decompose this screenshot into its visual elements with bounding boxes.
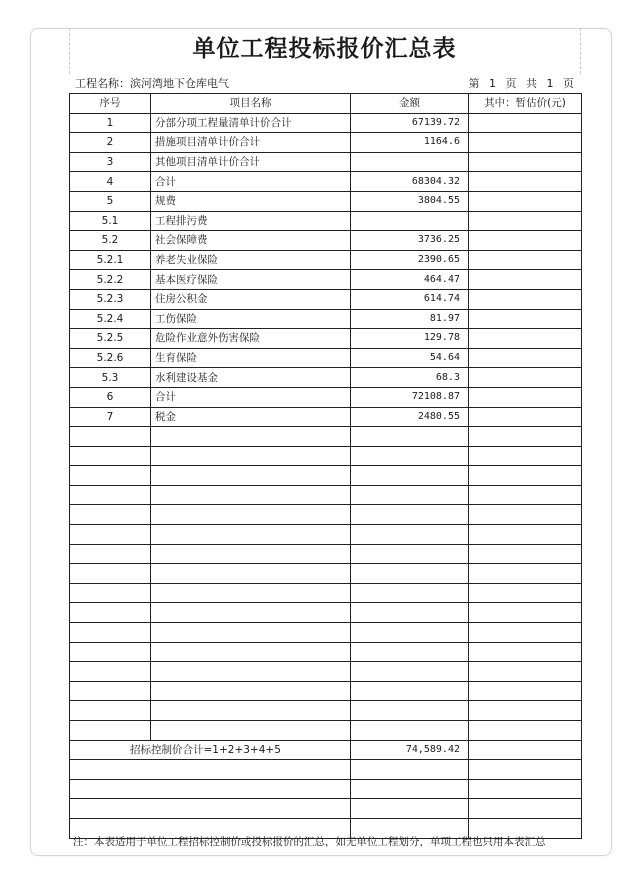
row-item-name: 住房公积金 bbox=[151, 289, 351, 309]
empty-cell bbox=[469, 466, 582, 486]
row-provisional bbox=[469, 348, 582, 368]
empty-cell bbox=[469, 583, 582, 603]
table-row bbox=[70, 407, 582, 427]
row-seq: 4 bbox=[70, 172, 151, 192]
row-amount bbox=[351, 152, 469, 172]
row-amount: 3736.25 bbox=[351, 231, 469, 251]
empty-cell bbox=[351, 603, 469, 623]
empty-cell bbox=[151, 427, 351, 447]
empty-row bbox=[70, 505, 582, 525]
row-amount: 67139.72 bbox=[351, 113, 469, 133]
empty-cell bbox=[351, 721, 469, 741]
empty-cell bbox=[151, 564, 351, 584]
header-seq: 序号 bbox=[70, 94, 151, 114]
row-seq: 3 bbox=[70, 152, 151, 172]
row-item-name: 养老失业保险 bbox=[151, 250, 351, 270]
empty-row bbox=[70, 642, 582, 662]
table-row bbox=[70, 133, 582, 153]
summary-table bbox=[69, 93, 582, 839]
row-item-name: 基本医疗保险 bbox=[151, 270, 351, 290]
empty-cell bbox=[469, 564, 582, 584]
empty-cell bbox=[70, 623, 151, 643]
row-provisional bbox=[469, 407, 582, 427]
empty-cell bbox=[469, 701, 582, 721]
header-amount: 金额 bbox=[351, 94, 469, 114]
table-row bbox=[70, 289, 582, 309]
empty-cell bbox=[151, 721, 351, 741]
row-amount: 614.74 bbox=[351, 289, 469, 309]
empty-cell bbox=[469, 525, 582, 545]
empty-cell bbox=[70, 799, 351, 819]
table-row bbox=[70, 309, 582, 329]
empty-cell bbox=[351, 681, 469, 701]
empty-cell bbox=[351, 544, 469, 564]
empty-cell bbox=[351, 642, 469, 662]
empty-cell bbox=[351, 525, 469, 545]
empty-row bbox=[70, 525, 582, 545]
table-row bbox=[70, 270, 582, 290]
empty-row bbox=[70, 760, 582, 780]
empty-cell bbox=[70, 662, 151, 682]
empty-cell bbox=[469, 779, 582, 799]
total-row bbox=[70, 740, 582, 760]
row-seq: 5.2.3 bbox=[70, 289, 151, 309]
empty-cell bbox=[70, 564, 151, 584]
row-provisional bbox=[469, 368, 582, 388]
row-item-name: 合计 bbox=[151, 172, 351, 192]
row-seq: 1 bbox=[70, 113, 151, 133]
empty-cell bbox=[70, 760, 351, 780]
empty-cell bbox=[70, 427, 151, 447]
empty-cell bbox=[151, 505, 351, 525]
row-seq: 5.2.6 bbox=[70, 348, 151, 368]
table-row bbox=[70, 250, 582, 270]
empty-cell bbox=[469, 544, 582, 564]
empty-row bbox=[70, 485, 582, 505]
row-provisional bbox=[469, 270, 582, 290]
empty-cell bbox=[351, 799, 469, 819]
empty-cell bbox=[151, 583, 351, 603]
empty-row bbox=[70, 721, 582, 741]
table-row bbox=[70, 113, 582, 133]
empty-cell bbox=[70, 701, 151, 721]
empty-cell bbox=[469, 623, 582, 643]
empty-cell bbox=[151, 485, 351, 505]
row-seq: 5.2.5 bbox=[70, 329, 151, 349]
empty-cell bbox=[151, 544, 351, 564]
empty-cell bbox=[151, 642, 351, 662]
empty-cell bbox=[70, 505, 151, 525]
meta-row bbox=[71, 75, 580, 91]
empty-cell bbox=[351, 701, 469, 721]
row-provisional bbox=[469, 309, 582, 329]
empty-cell bbox=[70, 544, 151, 564]
row-provisional bbox=[469, 152, 582, 172]
empty-cell bbox=[151, 466, 351, 486]
row-item-name: 社会保障费 bbox=[151, 231, 351, 251]
empty-cell bbox=[70, 583, 151, 603]
row-provisional bbox=[469, 211, 582, 231]
empty-cell bbox=[351, 485, 469, 505]
row-provisional bbox=[469, 231, 582, 251]
row-provisional bbox=[469, 289, 582, 309]
empty-cell bbox=[351, 779, 469, 799]
empty-cell bbox=[70, 681, 151, 701]
empty-cell bbox=[151, 446, 351, 466]
row-amount bbox=[351, 211, 469, 231]
empty-row bbox=[70, 681, 582, 701]
row-item-name: 税金 bbox=[151, 407, 351, 427]
empty-row bbox=[70, 544, 582, 564]
row-item-name: 工伤保险 bbox=[151, 309, 351, 329]
empty-row bbox=[70, 603, 582, 623]
empty-cell bbox=[70, 446, 151, 466]
row-amount: 3804.55 bbox=[351, 191, 469, 211]
row-amount: 68.3 bbox=[351, 368, 469, 388]
row-provisional bbox=[469, 113, 582, 133]
table-header-row bbox=[70, 94, 582, 114]
empty-cell bbox=[351, 427, 469, 447]
empty-cell bbox=[469, 721, 582, 741]
footnote: 注：本表适用于单位工程招标控制价或投标报价的汇总，如无单位工程划分，单项工程也只用本表汇总 bbox=[73, 836, 546, 848]
empty-cell bbox=[351, 564, 469, 584]
row-item-name: 分部分项工程量清单计价合计 bbox=[151, 113, 351, 133]
page-indicator: 第 1 页 共 1 页 bbox=[468, 77, 574, 90]
empty-cell bbox=[469, 681, 582, 701]
table-row bbox=[70, 191, 582, 211]
row-amount: 2480.55 bbox=[351, 407, 469, 427]
empty-cell bbox=[70, 485, 151, 505]
row-amount: 54.64 bbox=[351, 348, 469, 368]
empty-row bbox=[70, 427, 582, 447]
row-seq: 5.2.1 bbox=[70, 250, 151, 270]
empty-cell bbox=[469, 427, 582, 447]
row-seq: 6 bbox=[70, 387, 151, 407]
frame-guide-right bbox=[580, 28, 581, 74]
row-provisional bbox=[469, 172, 582, 192]
row-seq: 5 bbox=[70, 191, 151, 211]
row-item-name: 合计 bbox=[151, 387, 351, 407]
empty-row bbox=[70, 799, 582, 819]
page-title: 单位工程投标报价汇总表 bbox=[192, 36, 457, 62]
row-item-name: 生育保险 bbox=[151, 348, 351, 368]
row-amount: 81.97 bbox=[351, 309, 469, 329]
empty-cell bbox=[469, 642, 582, 662]
table-row bbox=[70, 172, 582, 192]
empty-cell bbox=[70, 466, 151, 486]
table-row bbox=[70, 211, 582, 231]
row-provisional bbox=[469, 329, 582, 349]
empty-cell bbox=[469, 446, 582, 466]
row-amount: 464.47 bbox=[351, 270, 469, 290]
empty-cell bbox=[70, 603, 151, 623]
empty-cell bbox=[351, 583, 469, 603]
empty-cell bbox=[151, 662, 351, 682]
row-provisional bbox=[469, 387, 582, 407]
row-seq: 5.2.2 bbox=[70, 270, 151, 290]
row-item-name: 措施项目清单计价合计 bbox=[151, 133, 351, 153]
empty-cell bbox=[70, 721, 151, 741]
empty-cell bbox=[469, 505, 582, 525]
empty-cell bbox=[351, 446, 469, 466]
total-amount: 74,589.42 bbox=[351, 740, 469, 760]
table-row bbox=[70, 348, 582, 368]
empty-row bbox=[70, 583, 582, 603]
project-name: 工程名称：滨河湾地下仓库电气 bbox=[75, 77, 229, 90]
empty-cell bbox=[469, 485, 582, 505]
total-label: 招标控制价合计=1+2+3+4+5 bbox=[70, 740, 351, 760]
row-item-name: 危险作业意外伤害保险 bbox=[151, 329, 351, 349]
empty-cell bbox=[351, 623, 469, 643]
row-seq: 5.2.4 bbox=[70, 309, 151, 329]
empty-cell bbox=[151, 681, 351, 701]
empty-cell bbox=[351, 466, 469, 486]
row-seq: 2 bbox=[70, 133, 151, 153]
row-amount: 1164.6 bbox=[351, 133, 469, 153]
row-seq: 7 bbox=[70, 407, 151, 427]
empty-cell bbox=[70, 779, 351, 799]
empty-cell bbox=[70, 642, 151, 662]
row-item-name: 规费 bbox=[151, 191, 351, 211]
empty-row bbox=[70, 466, 582, 486]
empty-cell bbox=[351, 505, 469, 525]
empty-row bbox=[70, 779, 582, 799]
empty-cell bbox=[151, 603, 351, 623]
empty-cell bbox=[469, 799, 582, 819]
row-seq: 5.1 bbox=[70, 211, 151, 231]
row-seq: 5.3 bbox=[70, 368, 151, 388]
empty-cell bbox=[151, 525, 351, 545]
header-item-name: 项目名称 bbox=[151, 94, 351, 114]
row-seq: 5.2 bbox=[70, 231, 151, 251]
row-item-name: 工程排污费 bbox=[151, 211, 351, 231]
table-row bbox=[70, 231, 582, 251]
empty-cell bbox=[351, 662, 469, 682]
row-amount: 129.78 bbox=[351, 329, 469, 349]
empty-cell bbox=[151, 701, 351, 721]
empty-cell bbox=[469, 662, 582, 682]
row-amount: 2390.65 bbox=[351, 250, 469, 270]
row-provisional bbox=[469, 133, 582, 153]
table-row bbox=[70, 152, 582, 172]
empty-row bbox=[70, 623, 582, 643]
empty-cell bbox=[351, 760, 469, 780]
empty-cell bbox=[151, 623, 351, 643]
row-provisional bbox=[469, 250, 582, 270]
empty-cell bbox=[469, 760, 582, 780]
empty-cell bbox=[70, 525, 151, 545]
total-provisional bbox=[469, 740, 582, 760]
table-row bbox=[70, 387, 582, 407]
row-item-name: 水利建设基金 bbox=[151, 368, 351, 388]
table-row bbox=[70, 329, 582, 349]
empty-row bbox=[70, 701, 582, 721]
empty-row bbox=[70, 662, 582, 682]
row-amount: 72108.87 bbox=[351, 387, 469, 407]
row-item-name: 其他项目清单计价合计 bbox=[151, 152, 351, 172]
row-amount: 68304.32 bbox=[351, 172, 469, 192]
empty-cell bbox=[469, 603, 582, 623]
table-row bbox=[70, 368, 582, 388]
empty-row bbox=[70, 564, 582, 584]
empty-row bbox=[70, 446, 582, 466]
header-provisional: 其中：暂估价(元) bbox=[469, 94, 582, 114]
row-provisional bbox=[469, 191, 582, 211]
